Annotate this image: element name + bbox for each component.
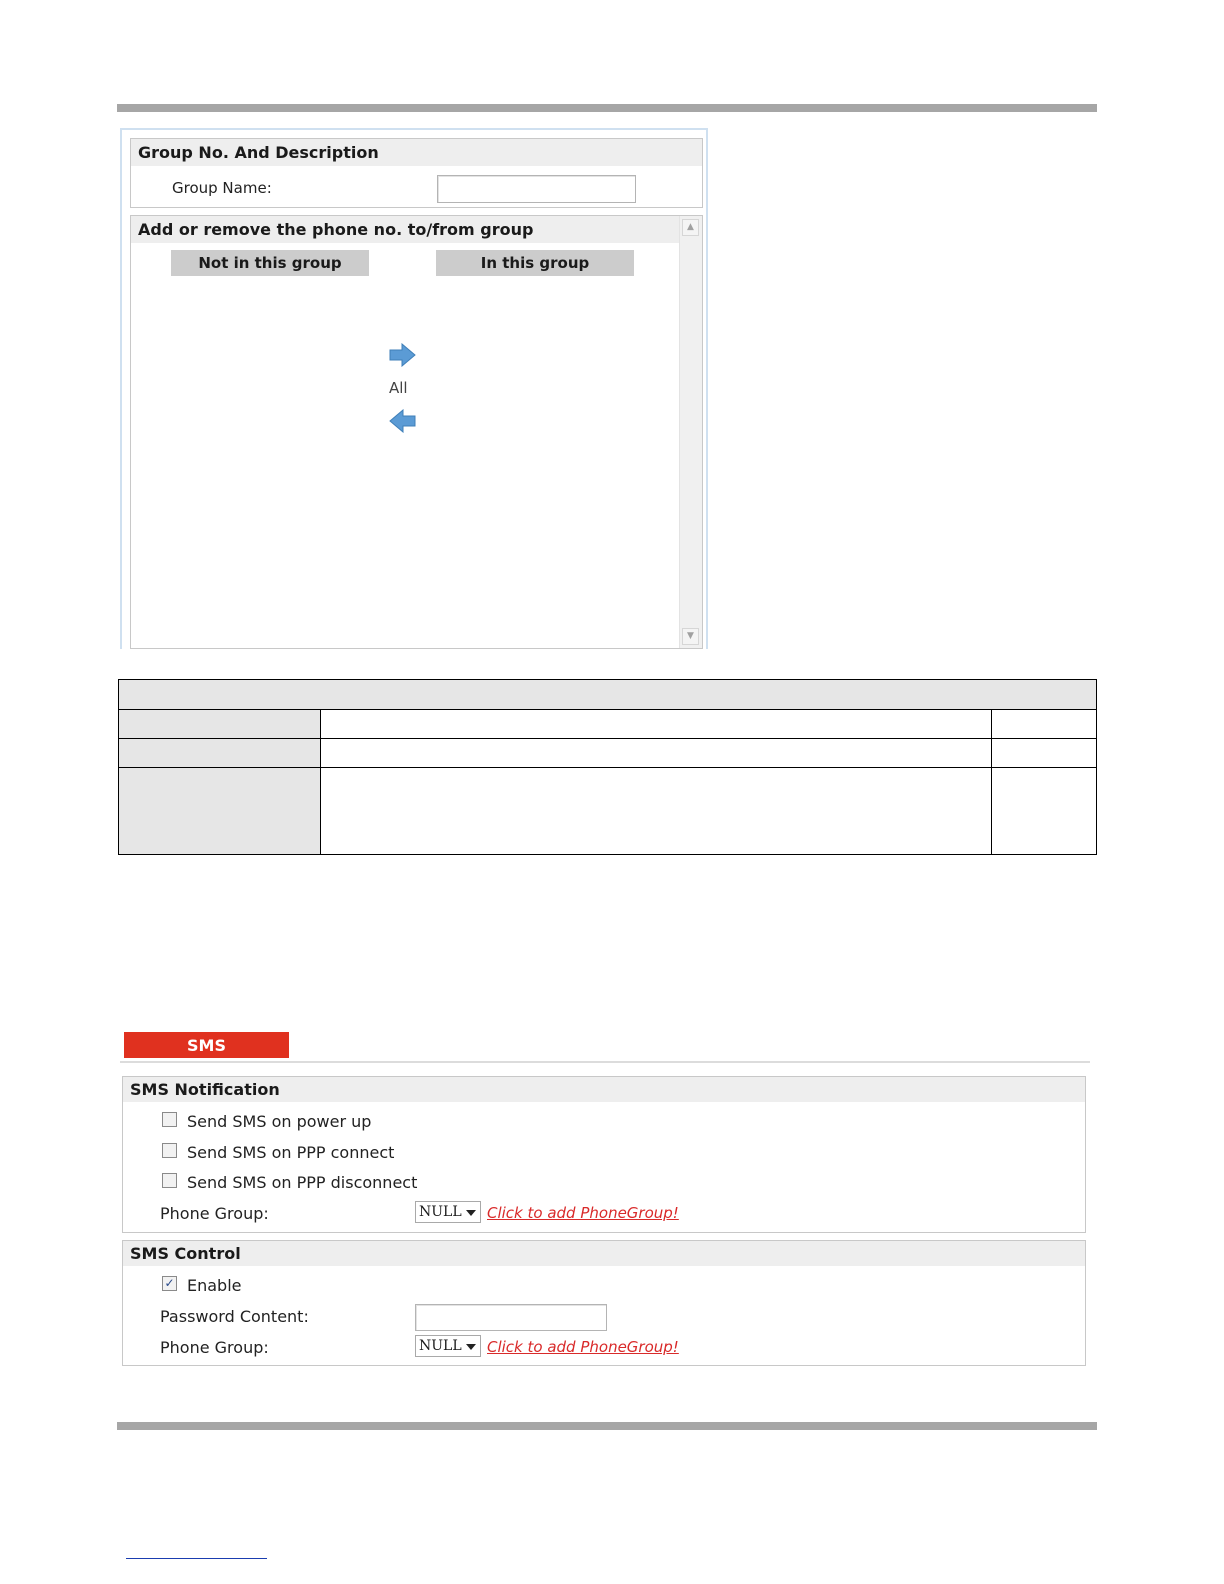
enable-checkbox[interactable] <box>162 1276 177 1291</box>
sms-control-title: SMS Control <box>123 1241 1085 1266</box>
table-row <box>119 739 1097 768</box>
group-description-box <box>130 138 703 208</box>
sms-notification-box <box>122 1076 1086 1233</box>
phone-group-label: Phone Group: <box>160 1338 269 1357</box>
in-group-header: In this group <box>436 250 634 276</box>
parameter-table <box>118 679 1097 855</box>
table-cell <box>991 768 1096 855</box>
table-cell <box>991 739 1096 768</box>
scroll-down-icon[interactable]: ▼ <box>682 628 699 645</box>
page-footer-rule <box>117 1422 1097 1430</box>
phone-group-select[interactable] <box>415 1335 481 1357</box>
table-cell <box>119 768 321 855</box>
table-row <box>119 710 1097 739</box>
page-header-rule <box>117 104 1097 112</box>
table-cell <box>991 710 1096 739</box>
table-cell <box>321 739 992 768</box>
sms-tab[interactable]: SMS <box>124 1032 289 1058</box>
ppp-disconnect-checkbox[interactable] <box>162 1173 177 1188</box>
ppp-connect-label: Send SMS on PPP connect <box>187 1143 395 1162</box>
tab-underline <box>120 1061 1090 1063</box>
scroll-up-icon[interactable]: ▲ <box>682 219 699 236</box>
table-cell <box>119 710 321 739</box>
dropdown-arrow-icon <box>466 1210 476 1216</box>
sms-notification-title: SMS Notification <box>123 1077 1085 1102</box>
ppp-connect-checkbox[interactable] <box>162 1143 177 1158</box>
arrow-left-icon[interactable] <box>389 409 416 433</box>
group-name-input[interactable] <box>437 175 636 203</box>
add-phonegroup-link[interactable]: Click to add PhoneGroup! <box>487 1204 679 1222</box>
phone-group-label: Phone Group: <box>160 1204 269 1223</box>
password-input[interactable] <box>415 1304 607 1331</box>
enable-label: Enable <box>187 1276 242 1295</box>
password-label: Password Content: <box>160 1307 309 1326</box>
table-cell <box>119 739 321 768</box>
all-label: All <box>389 379 408 397</box>
power-up-checkbox[interactable] <box>162 1112 177 1127</box>
table-row <box>119 768 1097 855</box>
arrow-right-icon[interactable] <box>389 343 416 367</box>
add-phonegroup-link[interactable]: Click to add PhoneGroup! <box>487 1338 679 1356</box>
group-description-title: Group No. And Description <box>131 139 702 166</box>
power-up-label: Send SMS on power up <box>187 1112 372 1131</box>
table-cell <box>321 710 992 739</box>
not-in-group-header: Not in this group <box>171 250 369 276</box>
phone-group-editor <box>120 128 708 649</box>
sms-control-box <box>122 1240 1086 1366</box>
phone-membership-title: Add or remove the phone no. to/from group <box>131 216 680 243</box>
phone-membership-box <box>130 215 703 649</box>
phone-group-value: NULL <box>419 1204 462 1220</box>
group-name-label: Group Name: <box>172 179 272 197</box>
vertical-scrollbar[interactable] <box>679 216 702 648</box>
ppp-disconnect-label: Send SMS on PPP disconnect <box>187 1173 418 1192</box>
checkmark-icon: ✓ <box>164 1276 175 1290</box>
table-header-row <box>119 680 1097 710</box>
phone-group-value: NULL <box>419 1338 462 1354</box>
phone-group-select[interactable] <box>415 1201 481 1223</box>
footnote-rule <box>126 1558 267 1559</box>
dropdown-arrow-icon <box>466 1344 476 1350</box>
table-cell <box>321 768 992 855</box>
